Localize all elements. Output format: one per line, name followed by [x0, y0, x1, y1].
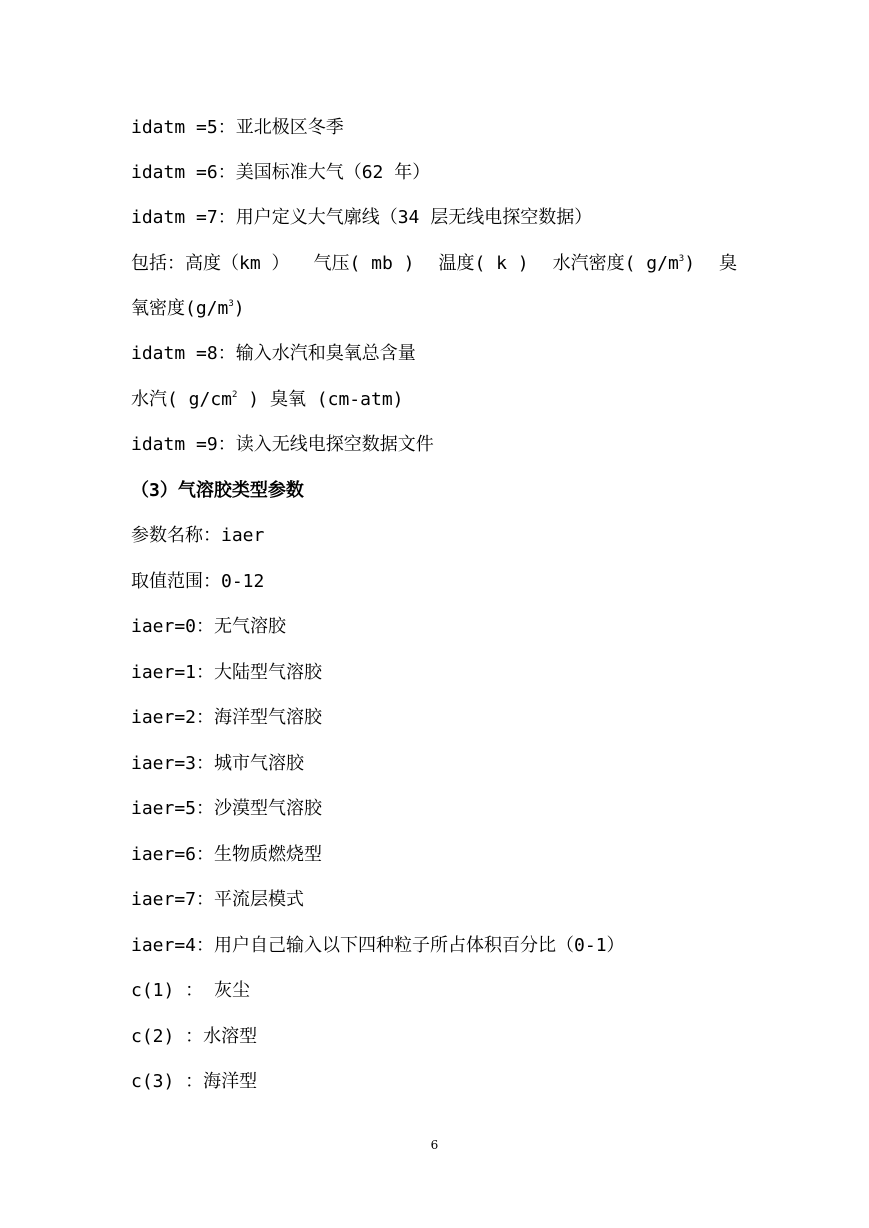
- text-line-c1: c(1) ： 灰尘: [131, 980, 251, 1001]
- includes-height: 包括：高度（km ）: [131, 253, 290, 274]
- includes-pressure: 气压( mb ): [313, 253, 415, 274]
- text-line-value-range: 取值范围：0-12: [131, 571, 265, 592]
- text-line-idatm-7: idatm =7：用户定义大气廓线（34 层无线电探空数据）: [131, 207, 593, 228]
- text-line-idatm-8: idatm =8：输入水汽和臭氧总含量: [131, 343, 416, 364]
- text-line-iaer-5: iaer=5：沙漠型气溶胶: [131, 798, 323, 819]
- text-line-vapor-ozone-units: 水汽( $g/cm^2$ ) 臭氧 (cm-atm): [131, 389, 404, 410]
- includes-ozone-start: 臭: [719, 253, 737, 274]
- text-line-idatm-5: idatm =5：亚北极区冬季: [131, 117, 344, 138]
- text-line-idatm-6: idatm =6：美国标准大气（62 年）: [131, 162, 431, 183]
- text-line-iaer-6: iaer=6：生物质燃烧型: [131, 844, 323, 865]
- text-line-includes: [131, 252, 737, 276]
- text-line-iaer-7: iaer=7：平流层模式: [131, 889, 305, 910]
- section-heading-aerosol: （3）气溶胶类型参数: [131, 480, 304, 501]
- page-number: 6: [430, 1138, 439, 1152]
- includes-temperature: 温度( k ): [438, 253, 529, 274]
- text-line-iaer-0: iaer=0：无气溶胶: [131, 616, 287, 637]
- text-line-param-name: 参数名称：iaer: [131, 525, 265, 546]
- text-line-iaer-1: iaer=1：大陆型气溶胶: [131, 662, 323, 683]
- text-line-c2: c(2) ：水溶型: [131, 1026, 258, 1047]
- text-line-ozone-density: 氧密度$(g/m^3)$: [131, 298, 245, 319]
- text-line-iaer-3: iaer=3：城市气溶胶: [131, 753, 305, 774]
- text-line-iaer-2: iaer=2：海洋型气溶胶: [131, 707, 323, 728]
- text-line-idatm-9: idatm =9：读入无线电探空数据文件: [131, 434, 434, 455]
- text-line-iaer-4: iaer=4：用户自己输入以下四种粒子所占体积百分比（0-1）: [131, 935, 625, 956]
- includes-vapor-density: 水汽密度( $g/m^3$): [552, 253, 696, 274]
- text-line-c3: c(3) ：海洋型: [131, 1071, 258, 1092]
